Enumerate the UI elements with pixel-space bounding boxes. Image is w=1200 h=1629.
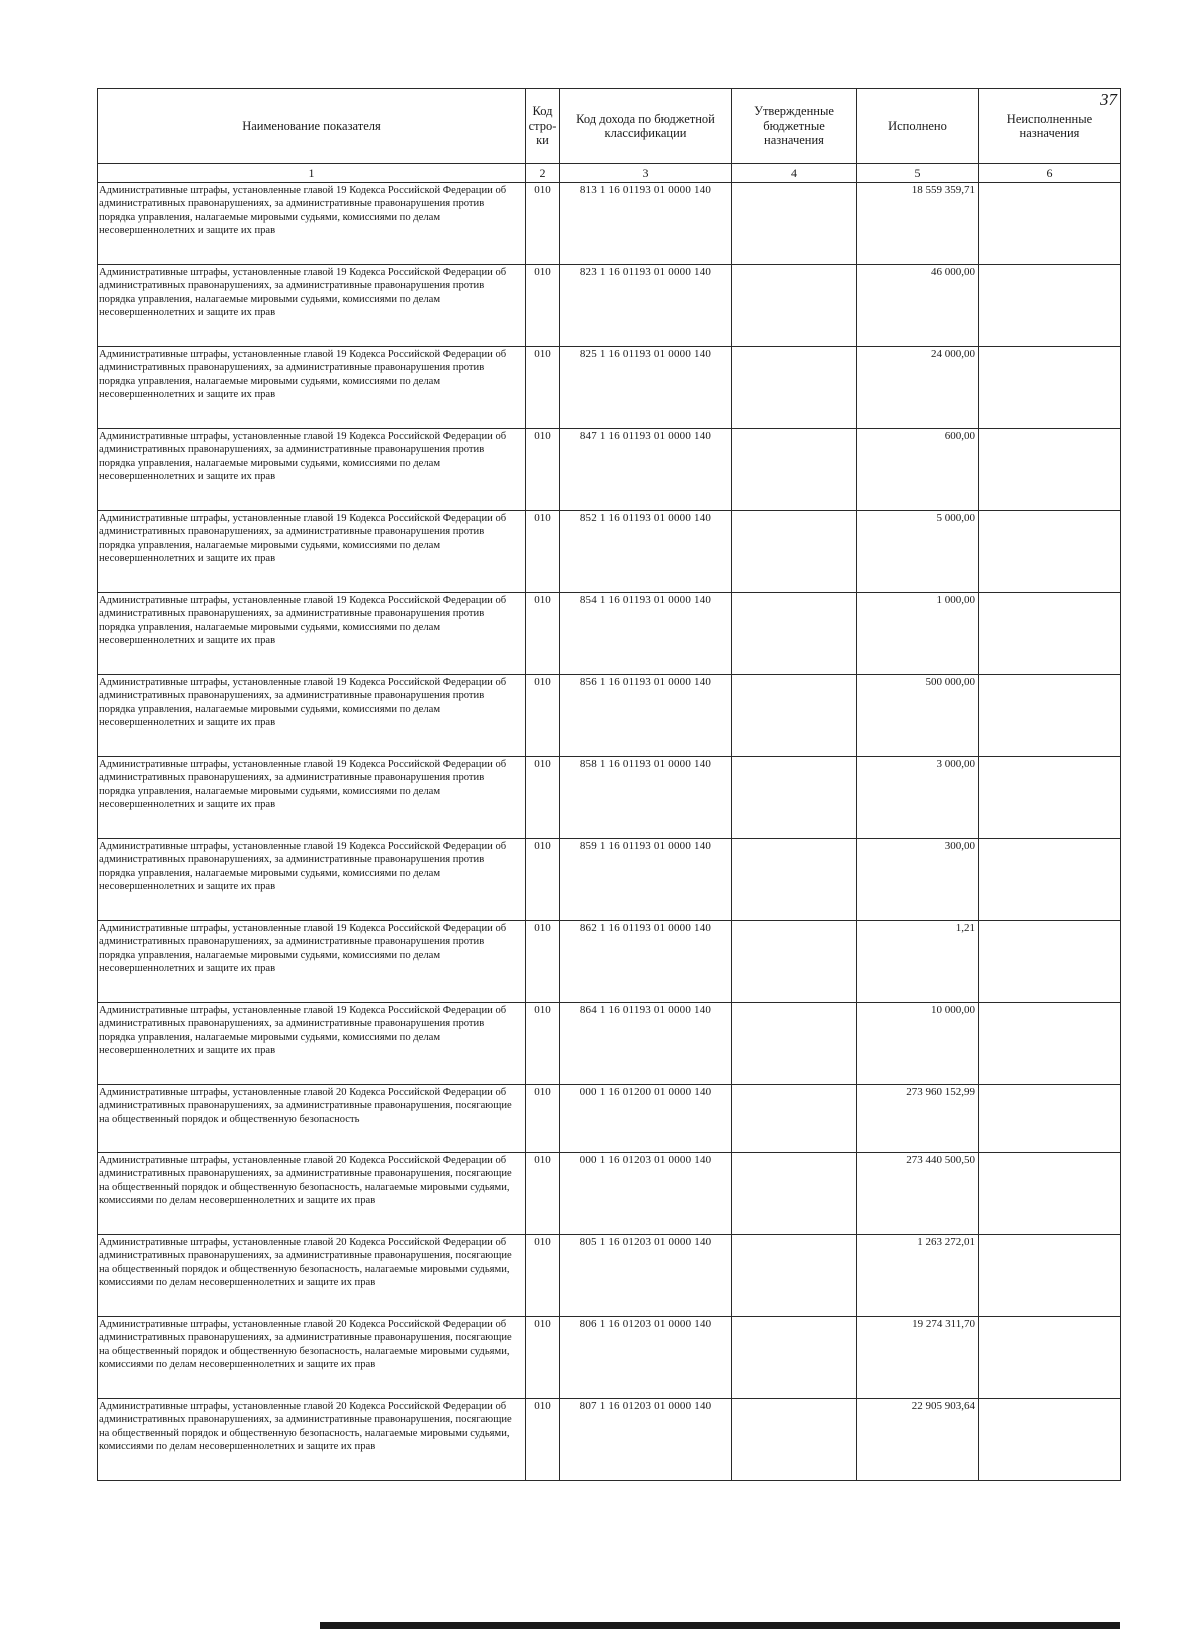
- row-executed: 300,00: [857, 839, 979, 921]
- row-unexecuted: [979, 1399, 1121, 1481]
- row-kbk: 852 1 16 01193 01 0000 140: [560, 511, 732, 593]
- row-name: Административные штрафы, установленные главой 20 Кодекса Российской Федерации об административных правонарушениях, за административные правонарушения, посягающие на общественный порядок и общественную безопасность, налагаемые мировыми судьями, комиссиями по делам несовершеннолетних и защите их прав: [98, 1399, 526, 1481]
- row-kbk: 862 1 16 01193 01 0000 140: [560, 921, 732, 1003]
- table-row: [98, 1003, 1121, 1085]
- row-name: Административные штрафы, установленные главой 19 Кодекса Российской Федерации об административных правонарушениях, за административные правонарушения против порядка управления, налагаемые мировыми судьями, комиссиями по делам несовершеннолетних и защите их прав: [98, 1003, 526, 1085]
- row-kbk: 807 1 16 01203 01 0000 140: [560, 1399, 732, 1481]
- row-line-code: 010: [526, 921, 560, 1003]
- row-kbk: 813 1 16 01193 01 0000 140: [560, 183, 732, 265]
- row-executed: 600,00: [857, 429, 979, 511]
- row-executed: 22 905 903,64: [857, 1399, 979, 1481]
- page-number: 37: [1100, 90, 1117, 109]
- row-unexecuted: [979, 593, 1121, 675]
- row-unexecuted: [979, 183, 1121, 265]
- row-executed: 10 000,00: [857, 1003, 979, 1085]
- header-approved: Утвержденные бюджетные назначения: [732, 89, 857, 164]
- table-row: [98, 1317, 1121, 1399]
- table-row: [98, 1153, 1121, 1235]
- column-number: 6: [979, 164, 1121, 183]
- row-name: Административные штрафы, установленные главой 20 Кодекса Российской Федерации об административных правонарушениях, за административные правонарушения, посягающие на общественный порядок и общественную безопасность: [98, 1085, 526, 1153]
- row-executed: 24 000,00: [857, 347, 979, 429]
- table-row: [98, 1399, 1121, 1481]
- table-row: [98, 593, 1121, 675]
- table-row: [98, 347, 1121, 429]
- row-line-code: 010: [526, 675, 560, 757]
- row-name: Административные штрафы, установленные главой 19 Кодекса Российской Федерации об административных правонарушениях, за административные правонарушения против порядка управления, налагаемые мировыми судьями, комиссиями по делам несовершеннолетних и защите их прав: [98, 675, 526, 757]
- row-executed: 500 000,00: [857, 675, 979, 757]
- row-line-code: 010: [526, 1003, 560, 1085]
- row-unexecuted: [979, 1153, 1121, 1235]
- table-row: [98, 1085, 1121, 1153]
- row-unexecuted: [979, 1235, 1121, 1317]
- row-approved: [732, 1235, 857, 1317]
- row-kbk: 000 1 16 01200 01 0000 140: [560, 1085, 732, 1153]
- row-line-code: 010: [526, 757, 560, 839]
- row-name: Административные штрафы, установленные главой 20 Кодекса Российской Федерации об административных правонарушениях, за административные правонарушения, посягающие на общественный порядок и общественную безопасность, налагаемые мировыми судьями, комиссиями по делам несовершеннолетних и защите их прав: [98, 1153, 526, 1235]
- row-executed: 19 274 311,70: [857, 1317, 979, 1399]
- row-executed: 273 440 500,50: [857, 1153, 979, 1235]
- row-unexecuted: [979, 1317, 1121, 1399]
- row-kbk: 847 1 16 01193 01 0000 140: [560, 429, 732, 511]
- row-line-code: 010: [526, 1317, 560, 1399]
- header-executed: Исполнено: [857, 89, 979, 164]
- row-name: Административные штрафы, установленные главой 19 Кодекса Российской Федерации об административных правонарушениях, за административные правонарушения против порядка управления, налагаемые мировыми судьями, комиссиями по делам несовершеннолетних и защите их прав: [98, 511, 526, 593]
- row-name: Административные штрафы, установленные главой 19 Кодекса Российской Федерации об административных правонарушениях, за административные правонарушения против порядка управления, налагаемые мировыми судьями, комиссиями по делам несовершеннолетних и защите их прав: [98, 839, 526, 921]
- column-numbers-row: [98, 164, 1121, 183]
- row-executed: 1,21: [857, 921, 979, 1003]
- column-number: 2: [526, 164, 560, 183]
- header-kbk: Код дохода по бюджетной классификации: [560, 89, 732, 164]
- table-header-row: [98, 89, 1121, 164]
- row-approved: [732, 1085, 857, 1153]
- row-line-code: 010: [526, 347, 560, 429]
- column-number: 4: [732, 164, 857, 183]
- row-line-code: 010: [526, 839, 560, 921]
- table-row: [98, 511, 1121, 593]
- row-approved: [732, 757, 857, 839]
- row-approved: [732, 429, 857, 511]
- row-name: Административные штрафы, установленные главой 19 Кодекса Российской Федерации об административных правонарушениях, за административные правонарушения против порядка управления, налагаемые мировыми судьями, комиссиями по делам несовершеннолетних и защите их прав: [98, 593, 526, 675]
- row-unexecuted: [979, 1003, 1121, 1085]
- row-kbk: 864 1 16 01193 01 0000 140: [560, 1003, 732, 1085]
- row-executed: 3 000,00: [857, 757, 979, 839]
- row-unexecuted: [979, 1085, 1121, 1153]
- row-approved: [732, 1003, 857, 1085]
- table-row: [98, 757, 1121, 839]
- row-approved: [732, 183, 857, 265]
- row-line-code: 010: [526, 265, 560, 347]
- table-row: [98, 265, 1121, 347]
- table-row: [98, 183, 1121, 265]
- table-row: [98, 675, 1121, 757]
- row-unexecuted: [979, 675, 1121, 757]
- row-kbk: 854 1 16 01193 01 0000 140: [560, 593, 732, 675]
- scan-edge-bar: [320, 1622, 1120, 1629]
- row-line-code: 010: [526, 593, 560, 675]
- row-approved: [732, 593, 857, 675]
- row-executed: 18 559 359,71: [857, 183, 979, 265]
- row-executed: 273 960 152,99: [857, 1085, 979, 1153]
- row-approved: [732, 1153, 857, 1235]
- row-name: Административные штрафы, установленные главой 19 Кодекса Российской Федерации об административных правонарушениях, за административные правонарушения против порядка управления, налагаемые мировыми судьями, комиссиями по делам несовершеннолетних и защите их прав: [98, 183, 526, 265]
- column-number: 5: [857, 164, 979, 183]
- header-name: Наименование показателя: [98, 89, 526, 164]
- row-approved: [732, 347, 857, 429]
- row-approved: [732, 265, 857, 347]
- row-line-code: 010: [526, 1399, 560, 1481]
- row-executed: 1 000,00: [857, 593, 979, 675]
- row-name: Административные штрафы, установленные главой 19 Кодекса Российской Федерации об административных правонарушениях, за административные правонарушения против порядка управления, налагаемые мировыми судьями, комиссиями по делам несовершеннолетних и защите их прав: [98, 757, 526, 839]
- row-approved: [732, 1317, 857, 1399]
- table-row: [98, 429, 1121, 511]
- row-line-code: 010: [526, 183, 560, 265]
- row-kbk: 823 1 16 01193 01 0000 140: [560, 265, 732, 347]
- row-line-code: 010: [526, 429, 560, 511]
- header-unexecuted: Неисполненные назначения: [979, 89, 1121, 164]
- row-kbk: 858 1 16 01193 01 0000 140: [560, 757, 732, 839]
- row-unexecuted: [979, 921, 1121, 1003]
- row-executed: 5 000,00: [857, 511, 979, 593]
- column-number: 1: [98, 164, 526, 183]
- row-name: Административные штрафы, установленные главой 20 Кодекса Российской Федерации об административных правонарушениях, за административные правонарушения, посягающие на общественный порядок и общественную безопасность, налагаемые мировыми судьями, комиссиями по делам несовершеннолетних и защите их прав: [98, 1235, 526, 1317]
- row-unexecuted: [979, 347, 1121, 429]
- row-name: Административные штрафы, установленные главой 20 Кодекса Российской Федерации об административных правонарушениях, за административные правонарушения, посягающие на общественный порядок и общественную безопасность, налагаемые мировыми судьями, комиссиями по делам несовершеннолетних и защите их прав: [98, 1317, 526, 1399]
- budget-execution-table: [97, 88, 1121, 1481]
- row-unexecuted: [979, 265, 1121, 347]
- row-kbk: 000 1 16 01203 01 0000 140: [560, 1153, 732, 1235]
- row-line-code: 010: [526, 1235, 560, 1317]
- row-unexecuted: [979, 511, 1121, 593]
- row-approved: [732, 921, 857, 1003]
- row-name: Административные штрафы, установленные главой 19 Кодекса Российской Федерации об административных правонарушениях, за административные правонарушения против порядка управления, налагаемые мировыми судьями, комиссиями по делам несовершеннолетних и защите их прав: [98, 429, 526, 511]
- row-name: Административные штрафы, установленные главой 19 Кодекса Российской Федерации об административных правонарушениях, за административные правонарушения против порядка управления, налагаемые мировыми судьями, комиссиями по делам несовершеннолетних и защите их прав: [98, 265, 526, 347]
- row-kbk: 806 1 16 01203 01 0000 140: [560, 1317, 732, 1399]
- row-kbk: 859 1 16 01193 01 0000 140: [560, 839, 732, 921]
- table-row: [98, 1235, 1121, 1317]
- row-approved: [732, 511, 857, 593]
- column-number: 3: [560, 164, 732, 183]
- row-unexecuted: [979, 429, 1121, 511]
- row-line-code: 010: [526, 511, 560, 593]
- row-kbk: 856 1 16 01193 01 0000 140: [560, 675, 732, 757]
- row-kbk: 805 1 16 01203 01 0000 140: [560, 1235, 732, 1317]
- row-name: Административные штрафы, установленные главой 19 Кодекса Российской Федерации об административных правонарушениях, за административные правонарушения против порядка управления, налагаемые мировыми судьями, комиссиями по делам несовершеннолетних и защите их прав: [98, 921, 526, 1003]
- table-row: [98, 839, 1121, 921]
- table-row: [98, 921, 1121, 1003]
- row-line-code: 010: [526, 1153, 560, 1235]
- row-name: Административные штрафы, установленные главой 19 Кодекса Российской Федерации об административных правонарушениях, за административные правонарушения против порядка управления, налагаемые мировыми судьями, комиссиями по делам несовершеннолетних и защите их прав: [98, 347, 526, 429]
- row-kbk: 825 1 16 01193 01 0000 140: [560, 347, 732, 429]
- header-line-code: Код стро-ки: [526, 89, 560, 164]
- row-approved: [732, 1399, 857, 1481]
- row-approved: [732, 839, 857, 921]
- row-unexecuted: [979, 839, 1121, 921]
- row-executed: 46 000,00: [857, 265, 979, 347]
- row-executed: 1 263 272,01: [857, 1235, 979, 1317]
- row-approved: [732, 675, 857, 757]
- row-unexecuted: [979, 757, 1121, 839]
- row-line-code: 010: [526, 1085, 560, 1153]
